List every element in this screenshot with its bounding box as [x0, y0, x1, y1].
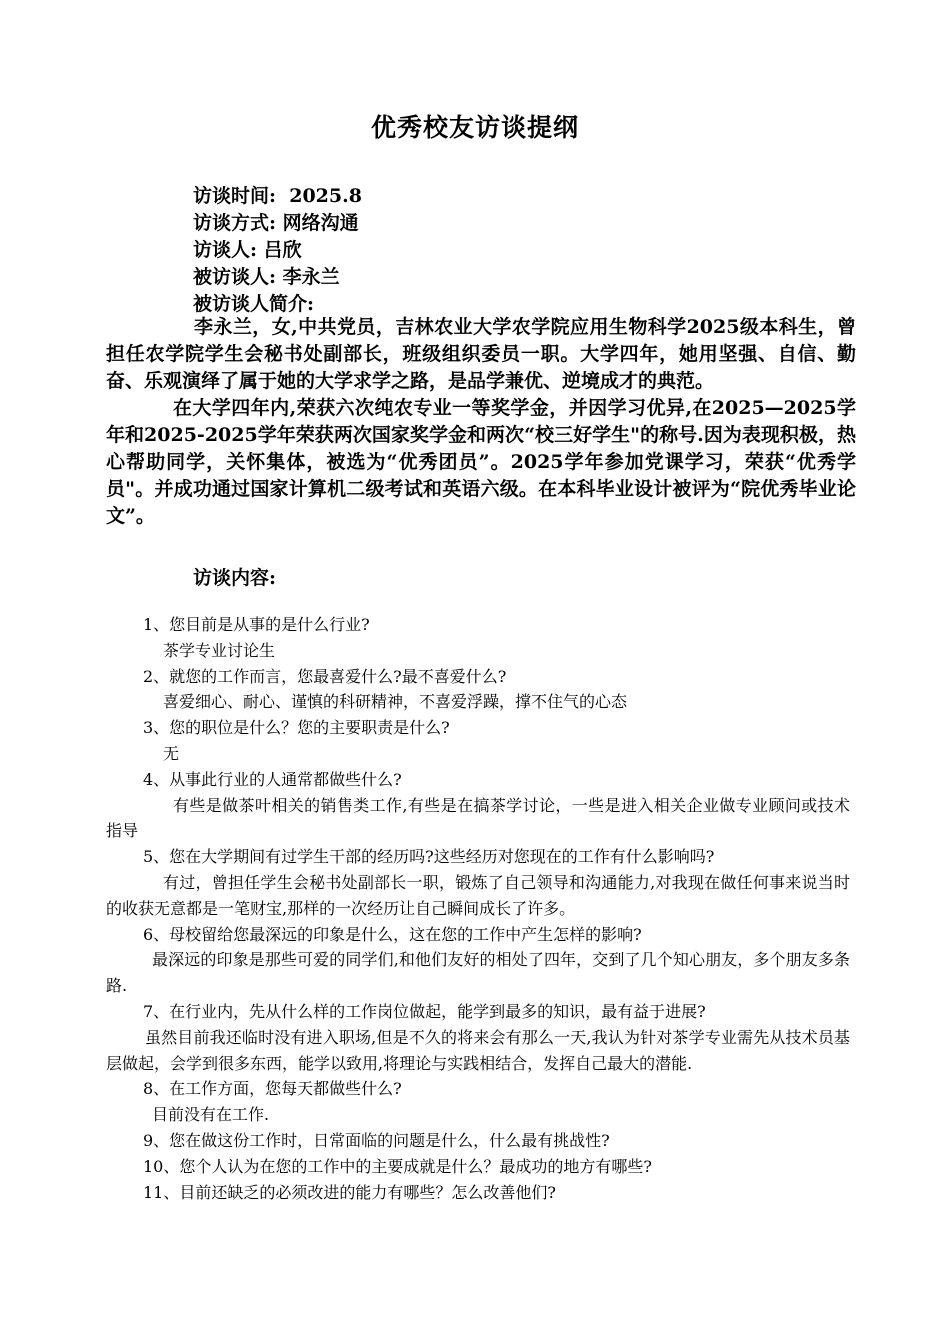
interview-method: 访谈方式: 网络沟通 — [193, 212, 359, 234]
profile-label: 被访谈人简介: — [193, 293, 315, 315]
question-1: 1、您目前是从事的是什么行业? — [143, 615, 370, 634]
document-title: 优秀校友访谈提纲 — [370, 113, 579, 142]
interviewee-profile — [106, 314, 856, 530]
question-2: 2、就您的工作而言，您最喜爱什么?最不喜爱什么? — [143, 666, 507, 686]
question-10: 10、您个人认为在您的工作中的主要成就是什么？最成功的地方有哪些? — [143, 1156, 652, 1176]
answer-7: 虽然目前我还临时没有进入职场,但是不久的将来会有那么一天,我认为针对茶学专业需先从技术员基层做起，会学到很多东西，能学以致用,将理论与实践相结合，发挥自己最大的潜能. — [106, 1027, 850, 1073]
profile-paragraph-2: 在大学四年内,荣获六次纯农专业一等奖学金，并因学习优异,在2025—2025学年和2025-2025学年荣获两次国家奖学金和两次“校三好学生"的称号.因为表现积极，热心帮助同学，关怀集体，被选为“优秀团员”。2025学年参加党课学习，荣获“优秀学员"。并成功通过国家计算机二级考试和英语六级。在本科毕业设计被评为“院优秀毕业论文”。 — [106, 397, 856, 527]
question-8: 8、在工作方面，您每天都做些什么? — [143, 1079, 402, 1099]
answer-5: 有过，曾担任学生会秘书处副部长一职，锻炼了自己领导和沟通能力,对我现在做任何事来说当时的收获无意都是一笔财宝,那样的一次经历让自己瞬间成长了许多。 — [106, 872, 850, 918]
answer-8: 目前没有在工作. — [152, 1105, 270, 1125]
question-7: 7、在行业内，先从什么样的工作岗位做起，能学到最多的知识，最有益于进展? — [143, 1001, 706, 1021]
question-5: 5、您在大学期间有过学生干部的经历吗?这些经历对您现在的工作有什么影响吗? — [143, 847, 715, 867]
answer-4: 有些是做茶叶相关的销售类工作,有些是在搞茶学讨论，一些是进入相关企业做专业顾问或技术指导 — [106, 795, 850, 841]
question-6: 6、母校留给您最深远的印象是什么，这在您的工作中产生怎样的影响? — [143, 924, 642, 944]
question-11: 11、目前还缺乏的必须改进的能力有哪些？怎么改善他们? — [143, 1182, 556, 1202]
section-heading: 访谈内容: — [193, 567, 277, 589]
interview-meta — [193, 183, 853, 318]
question-4: 4、从事此行业的人通常都做些什么? — [143, 769, 402, 789]
interviewee: 被访谈人: 李永兰 — [193, 266, 340, 288]
profile-paragraph-1: 李永兰，女,中共党员，吉林农业大学农学院应用生物科学2025级本科生，曾担任农学院学生会秘书处副部长，班级组织委员一职。大学四年，她用坚强、自信、勤奋、乐观演绎了属于她的大学求学之路，是品学兼优、逆境成才的典范。 — [106, 316, 856, 392]
answer-2: 喜爱细心、耐心、谨慎的科研精神，不喜爱浮躁，撑不住气的心态 — [163, 692, 628, 712]
answer-1: 茶学专业讨论生 — [163, 640, 276, 660]
question-3: 3、您的职位是什么？您的主要职责是什么? — [143, 718, 450, 738]
answer-3: 无 — [163, 743, 180, 763]
interview-qa-list — [106, 612, 850, 1205]
interview-time: 访谈时间: 2025.8 — [193, 185, 362, 207]
question-9: 9、您在做这份工作时，日常面临的问题是什么，什么最有挑战性? — [143, 1130, 610, 1150]
answer-6: 最深远的印象是那些可爱的同学们,和他们友好的相处了四年，交到了几个知心朋友，多个朋友多条路. — [106, 950, 850, 996]
interviewer: 访谈人: 吕欣 — [193, 239, 302, 261]
